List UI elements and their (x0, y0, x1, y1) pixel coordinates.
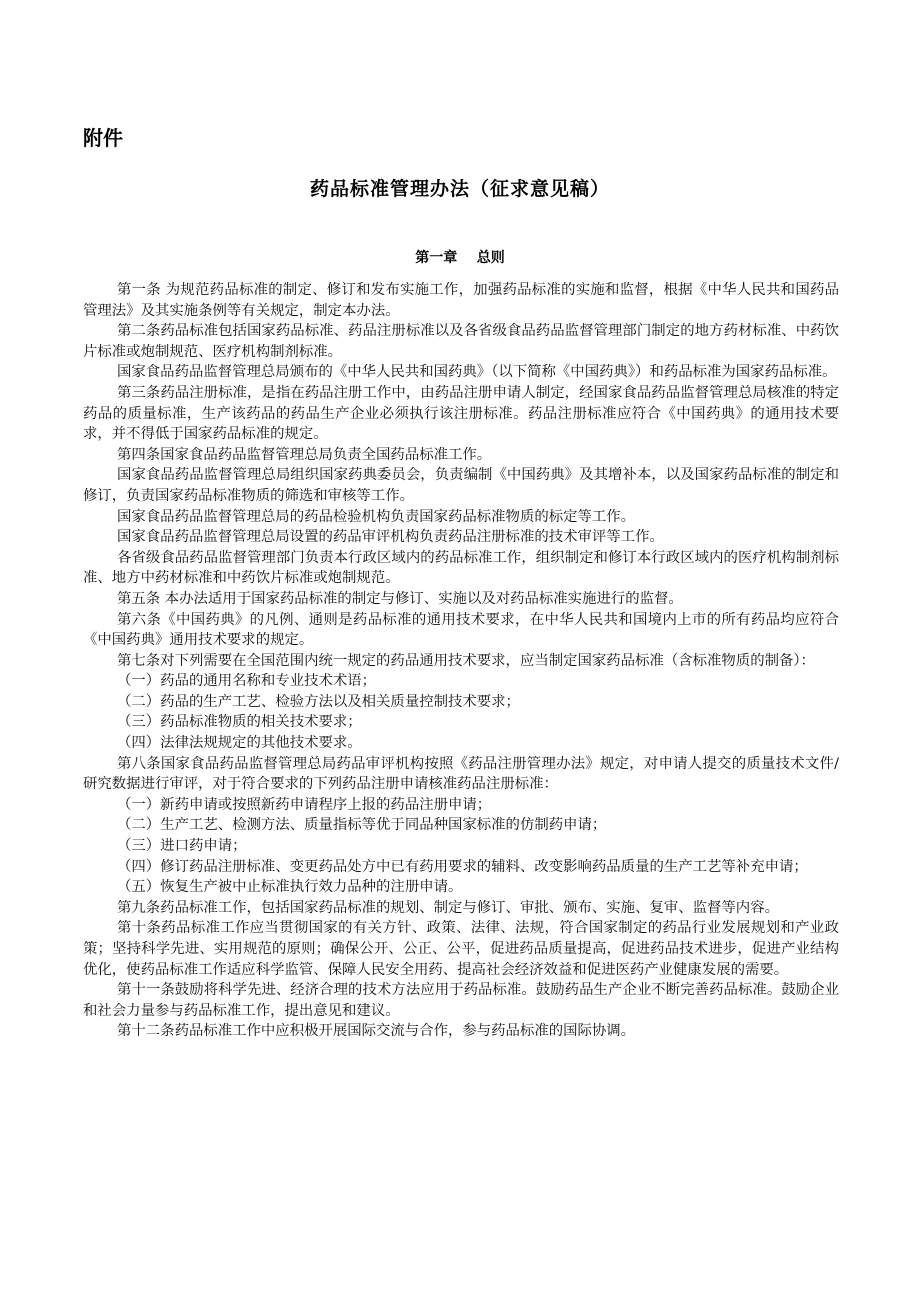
article-4: 第四条国家食品药品监督管理总局负责全国药品标准工作。 (117, 446, 492, 463)
article-4-paragraph: 国家食品药品监督管理总局设置的药品审评机构负责药品注册标准的技术审评等工作。 (117, 529, 664, 546)
document-title: 药品标准管理办法（征求意见稿） (309, 178, 610, 200)
list-item: （三）药品标准物质的相关技术要求； (117, 714, 362, 731)
attachment-label: 附件 (83, 126, 123, 150)
article-2: 第二条药品标准包括国家药品标准、药品注册标准以及各省级食品药品监督管理部门制定的地方药材标准、中药饮片标准或炮制规范、医疗机构制剂标准。 (83, 323, 839, 360)
article-3: 第三条药品注册标准，是指在药品注册工作中，由药品注册申请人制定，经国家食品药品监督管理总局核准的特定药品的质量标准，生产该药品的药品生产企业必须执行该注册标准。药品注册标准应符合《中国药典》的通用技术要求，并不得低于国家药品标准的规定。 (83, 384, 839, 443)
article-4-paragraph: 国家食品药品监督管理总局组织国家药典委员会，负责编制《中国药典》及其增补本，以及国家药品标准的制定和修订，负责国家药品标准物质的筛选和审核等工作。 (83, 467, 839, 504)
article-7: 第七条对下列需要在全国范围内统一规定的药品通用技术要求，应当制定国家药品标准（含标准物质的制备）： (117, 652, 815, 669)
article-11: 第十一条鼓励将科学先进、经济合理的技术方法应用于药品标准。鼓励药品生产企业不断完善药品标准。鼓励企业和社会力量参与药品标准工作，提出意见和建议。 (83, 982, 839, 1019)
article-4-paragraph: 各省级食品药品监督管理部门负责本行政区域内的药品标准工作，组织制定和修订本行政区域内的医疗机构制剂标准、地方中药材标准和中药饮片标准或炮制规范。 (83, 549, 839, 587)
list-item: （三）进口药申请； (117, 838, 247, 855)
list-item: （二）生产工艺、检测方法、质量指标等优于同品种国家标准的仿制药申请； (117, 817, 607, 834)
list-item: （一）新药申请或按照新药申请程序上报的药品注册申请； (117, 796, 492, 813)
list-item: （五）恢复生产被中止标准执行效力品种的注册申请。 (117, 879, 463, 896)
list-item: （二）药品的生产工艺、检验方法以及相关质量控制技术要求； (117, 693, 520, 710)
article-4-paragraph: 国家食品药品监督管理总局的药品检验机构负责国家药品标准物质的标定等工作。 (117, 508, 636, 525)
list-item: （四）修订药品注册标准、变更药品处方中已有药用要求的辅料、改变影响药品质量的生产工艺等补充申请； (117, 858, 808, 875)
article-5: 第五条 本办法适用于国家药品标准的制定与修订、实施以及对药品标准实施进行的监督。 (117, 590, 683, 607)
article-9: 第九条药品标准工作，包括国家药品标准的规划、制定与修订、审批、颁布、实施、复审、监督等内容。 (117, 899, 779, 916)
list-item: （一）药品的通用名称和专业技术术语； (117, 673, 377, 690)
document-body (83, 280, 839, 1042)
chapter-heading: 第一章 总则 (415, 250, 505, 266)
article-8: 第八条国家食品药品监督管理总局药品审评机构按照《药品注册管理办法》规定，对申请人提交的质量技术文件/研究数据进行审评，对于符合要求的下列药品注册申请核准药品注册标准： (83, 755, 839, 793)
article-12: 第十二条药品标准工作中应积极开展国际交流与合作，参与药品标准的国际协调。 (117, 1023, 636, 1040)
article-10: 第十条药品标准工作应当贯彻国家的有关方针、政策、法律、法规，符合国家制定的药品行业发展规划和产业政策；坚持科学先进、实用规范的原则；确保公开、公正、公平，促进药品质量提高，促进药品技术进步，促进产业结构优化，使药品标准工作适应科学监管、保障人民安全用药、提高社会经济效益和促进医药产业健康发展的需要。 (83, 920, 839, 978)
article-1: 第一条 为规范药品标准的制定、修订和发布实施工作，加强药品标准的实施和监督，根据《中华人民共和国药品管理法》及其实施条例等有关规定，制定本办法。 (83, 282, 839, 319)
list-item: （四）法律法规规定的其他技术要求。 (117, 735, 362, 752)
article-6: 第六条《中国药典》的凡例、通则是药品标准的通用技术要求，在中华人民共和国境内上市的所有药品均应符合《中国药典》通用技术要求的规定。 (83, 611, 839, 649)
article-2-paragraph: 国家食品药品监督管理总局颁布的《中华人民共和国药典》（以下简称《中国药典》）和药品标准为国家药品标准。 (117, 364, 837, 381)
